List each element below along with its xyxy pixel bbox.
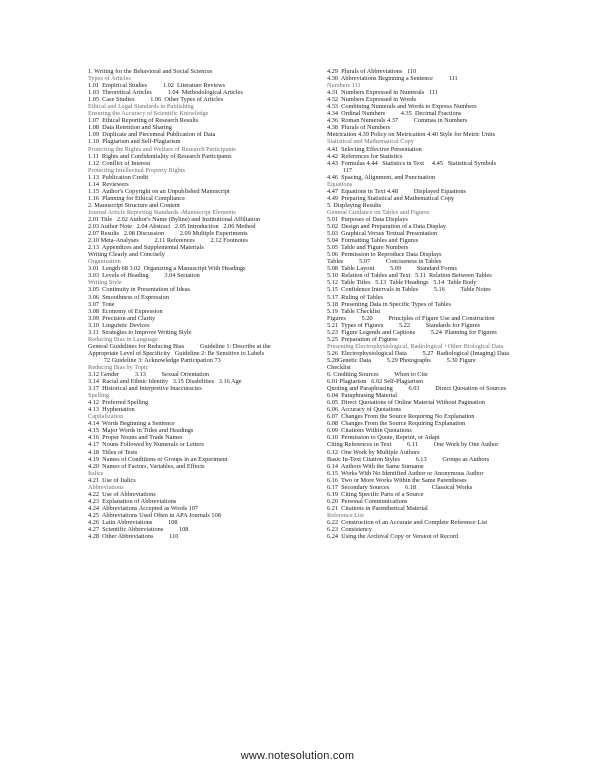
toc-line: 4.12 Preferred Spelling bbox=[88, 399, 149, 407]
section-heading: Abbreviations bbox=[88, 483, 124, 491]
toc-line: 6.21 Citations in Parenthetical Material bbox=[327, 504, 428, 512]
toc-line: 6.12 One Work by Multiple Authors bbox=[327, 448, 420, 456]
toc-line: 72 Guideline 3: Acknowledge Participation 73 bbox=[88, 356, 221, 364]
toc-line: 1.03 Theoretical Articles 1.04 Methodological Articles bbox=[88, 89, 243, 97]
toc-line: 5.25 Preparation of Figures bbox=[327, 335, 398, 343]
toc-line: 5.17 Ruling of Tables bbox=[327, 293, 383, 301]
toc-line: 1.14 Reviewers bbox=[88, 180, 129, 188]
toc-line: 5.05 Table and Figure Numbers bbox=[327, 244, 409, 252]
toc-line: 5.26 Electrophysiological Data 5.27 Radiological (Imaging) Data bbox=[327, 349, 510, 357]
section-heading: Ensuring the Accuracy of Scientific Knowledge bbox=[88, 110, 209, 118]
toc-line: 4.21 Use of Italics bbox=[88, 476, 136, 484]
toc-line: 4.20 Names of Factors, Variables, and Effects bbox=[88, 462, 205, 470]
toc-line: Appropriate Level of Specificity Guideline 2: Be Sensitive to Labels bbox=[88, 349, 265, 357]
toc-line: 4.46 Spacing, Alignment, and Punctuation bbox=[327, 173, 436, 181]
chapter-heading: 2. Manuscript Structure and Content bbox=[88, 201, 180, 209]
toc-line: Metrication 4.39 Policy on Metrication 4.40 Style for Metric Units bbox=[327, 131, 496, 139]
toc-line: 4.31 Numbers Expressed in Numerals 111 bbox=[327, 89, 438, 97]
toc-line: 4.43 Formulas 4.44 Statistics in Text 4.45 Statistical Symbols bbox=[327, 159, 497, 167]
toc-line: 4.27 Scientific Abbreviations 108 bbox=[88, 526, 189, 534]
toc-line: 1.13 Publication Credit bbox=[88, 173, 149, 181]
toc-line: 4.29 Plurals of Abbreviations 110 bbox=[327, 68, 417, 75]
footer-watermark: www.notesolution.com bbox=[240, 750, 355, 762]
toc-line: 4.17 Nouns Followed by Numerals or Letters bbox=[88, 441, 204, 449]
toc-line: 4.14 Words Beginning a Sentence bbox=[88, 420, 175, 428]
toc-line: Quoting and Paraphrasing 6.03 Direct Quotation of Sources bbox=[327, 385, 507, 393]
toc-line: 6.19 Citing Specific Parts of a Source bbox=[327, 490, 424, 498]
chapter-heading: 1. Writing for the Behavioral and Social Sciences bbox=[88, 68, 213, 75]
toc-line: 5.08 Table Layout 5.09 Standard Forms bbox=[327, 265, 457, 273]
toc-line: 4.13 Hyphenation bbox=[88, 406, 135, 414]
toc-line: 4.16 Proper Nouns and Trade Names bbox=[88, 434, 183, 442]
toc-line: 4.33 Combining Numerals and Words to Express Numbers bbox=[327, 103, 477, 111]
section-heading: Equations bbox=[327, 180, 353, 188]
toc-line: 2.13 Appendices and Supplemental Materials bbox=[88, 244, 204, 252]
toc-line: 1.11 Rights and Confidentiality of Research Participants bbox=[88, 152, 232, 160]
toc-line: 6.15 Works With No Identified Author or Anonymous Author bbox=[327, 469, 484, 477]
toc-line: 1.16 Planning for Ethical Compliance bbox=[88, 194, 185, 202]
toc-line: 6.07 Changes From the Source Requiring No Explanation bbox=[327, 413, 475, 421]
toc-line: 2.10 Meta-Analyses 2.11 References 2.12 Footnotes bbox=[88, 237, 248, 245]
toc-line: 4.28 Other Abbreviations 110 bbox=[88, 533, 179, 541]
toc-line: 4.49 Preparing Statistical and Mathematical Copy bbox=[327, 194, 455, 202]
toc-line: 1.08 Data Retention and Sharing bbox=[88, 124, 172, 132]
toc-line: 4.23 Explanation of Abbreviations bbox=[88, 497, 177, 505]
toc-line: General Guidelines for Reducing Bias Guideline 1: Describe at the bbox=[88, 342, 271, 350]
toc-line: 5.10 Relation of Tables and Text 5.11 Relation Between Tables bbox=[327, 272, 492, 280]
toc-line: 4.26 Latin Abbreviations 108 bbox=[88, 519, 178, 526]
section-heading: Journal Article Reporting Standards -Manuscript Elements bbox=[88, 208, 236, 216]
toc-line: 6.17 Secondary Sources 6.18 Classical Works bbox=[327, 483, 473, 491]
toc-line: 5.12 Table Titles 5.13 Table Headings 5.14 Table Body bbox=[327, 279, 477, 287]
section-heading: Protecting Intellectual Property Rights bbox=[88, 166, 186, 174]
toc-line: 4.19 Names of Conditions or Groups in an Experiment bbox=[88, 455, 228, 463]
section-heading: Ethical and Legal Standards in Publishing bbox=[88, 103, 194, 111]
section-heading: General Guidance on Tables and Figures bbox=[327, 208, 430, 216]
section-heading: Presenting Electrophysiological, Radiological +Other Biological Data bbox=[327, 342, 504, 350]
section-heading: Reducing Bias by Topic bbox=[88, 363, 149, 371]
toc-line: Checklist bbox=[327, 363, 351, 371]
toc-line: 6.24 Using the Archival Copy or Version of Record bbox=[327, 533, 459, 541]
toc-line: 6.10 Permission to Quote, Reprint, or Adapt bbox=[327, 434, 440, 442]
toc-line: 4.15 Major Words in Titles and Headings bbox=[88, 427, 194, 435]
toc-line: 3.10 Linguistic Devices bbox=[88, 321, 150, 329]
toc-line: 4.24 Abbreviations Accepted as Words 107 bbox=[88, 504, 199, 512]
toc-line: 1.01 Empirical Studies 1.02 Literature Reviews bbox=[88, 82, 226, 90]
toc-line: 5.23 Figure Legends and Captions 5.24 Planning for Figures bbox=[327, 328, 497, 336]
toc-line: 6.22 Construction of an Accurate and Complete Reference List bbox=[327, 519, 488, 526]
toc-line: 4.36 Roman Numerals 4.37 Commas in Numbers bbox=[327, 117, 468, 125]
toc-line: 1.05 Case Studies 1.06 Other Types of Articles bbox=[88, 96, 224, 104]
toc-line: 3.03 Levels of Heading 3.04 Seriation bbox=[88, 272, 200, 280]
toc-line: 3.11 Strategies to Improve Writing Style bbox=[88, 328, 192, 336]
section-heading: Protecting the Rights and Welfare of Research Participants bbox=[88, 145, 236, 153]
section-heading: Reducing Bias in Language bbox=[88, 335, 158, 343]
toc-line: 2.01 Title 2.02 Author's Name (Byline) and Institutional Affiliation bbox=[88, 215, 261, 223]
toc-line: 4.22 Use of Abbreviations bbox=[88, 490, 156, 498]
toc-line: 6.04 Paraphrasing Material bbox=[327, 392, 397, 400]
toc-line: 3.12 Gender 3.13 Sexual Orientation bbox=[88, 371, 210, 379]
toc-line: 5.28Genetic Data 5.29 Photographs 5.30 Figure bbox=[327, 356, 476, 364]
toc-line: 5.19 Table Checklist bbox=[327, 307, 381, 315]
section-heading: Organization bbox=[88, 258, 121, 266]
toc-line: 5.01 Purposes of Data Displays bbox=[327, 215, 408, 223]
toc-line: 1.09 Duplicate and Piecemeal Publication of Data bbox=[88, 131, 216, 139]
toc-line: 4.30 Abbreviations Beginning a Sentence 111 bbox=[327, 75, 458, 83]
toc-line: 3.01 Length 68 3.02 Organizing a Manuscript With Headings bbox=[88, 265, 246, 273]
toc-line: 5.04 Formatting Tables and Figures bbox=[327, 237, 419, 245]
toc-line: 6.08 Changes From the Source Requiring Explanation bbox=[327, 420, 466, 428]
section-heading: Reference List bbox=[327, 511, 364, 519]
toc-line: 6.05 Direct Quotations of Online Material Without Pagination bbox=[327, 399, 485, 407]
section-heading: Numbers 111 bbox=[327, 82, 361, 90]
left-column bbox=[88, 68, 310, 540]
chapter-heading: Writing Clearly and Concisely bbox=[88, 251, 165, 259]
toc-line: 2.07 Results 2.08 Discussion 2.09 Multiple Experiments bbox=[88, 230, 248, 238]
toc-line: 6.01 Plagiarism 6.02 Self-Plagiarism bbox=[327, 378, 424, 386]
toc-line: 6.23 Consistency bbox=[327, 526, 372, 534]
toc-line: 3.08 Economy of Expression bbox=[88, 307, 163, 315]
toc-line: 5.06 Permission to Reproduce Data Displays bbox=[327, 251, 442, 259]
toc-line: 6.06 Accuracy of Quotations bbox=[327, 406, 401, 414]
toc-line: 3.05 Continuity in Presentation of Ideas bbox=[88, 286, 190, 294]
toc-line: 1.10 Plagiarism and Self-Plagiarism bbox=[88, 138, 181, 146]
toc-line: 1.15 Author's Copyright on an Unpublished Manuscript bbox=[88, 187, 230, 195]
toc-line: 3.09 Precision and Clarity bbox=[88, 314, 156, 322]
section-heading: Spelling bbox=[88, 392, 109, 400]
toc-line: 4.38 Plurals of Numbers bbox=[327, 124, 391, 132]
toc-line: 1.07 Ethical Reporting of Research Results bbox=[88, 117, 199, 125]
toc-line: 4.32 Numbers Expressed in Words bbox=[327, 96, 416, 104]
toc-line: 6.16 Two or More Works Within the Same Parentheses bbox=[327, 476, 467, 484]
section-heading: Statistical and Mathematical Copy bbox=[327, 138, 414, 146]
toc-line: 5.21 Types of Figures 5.22 Standards for Figures bbox=[327, 321, 481, 329]
section-heading: Italics bbox=[88, 469, 104, 477]
section-heading: Capitalization bbox=[88, 413, 124, 421]
toc-line: Tables 5.07 Conciseness in Tables bbox=[327, 258, 442, 266]
toc-line: 4.41 Selecting Effective Presentation bbox=[327, 145, 422, 153]
toc-line: Figures 5.20 Principles of Figure Use and Construction bbox=[327, 314, 495, 322]
toc-line: 6. Crediting Sources When to Cite bbox=[327, 371, 428, 379]
toc-line: 6.09 Citations Within Quotations bbox=[327, 427, 412, 435]
toc-line: 117 bbox=[327, 166, 352, 174]
toc-line: 3.06 Smoothness of Expression bbox=[88, 293, 169, 301]
toc-line: Citing References in Text 6.11 One Work by One Author bbox=[327, 441, 499, 449]
toc-line: 3.14 Racial and Ethnic Identity 3.15 Disabilities 3.16 Age bbox=[88, 378, 242, 386]
toc-line: 4.34 Ordinal Numbers 4.35 Decimal Fractions bbox=[327, 110, 462, 118]
toc-line: 5.18 Presenting Data in Specific Types of Tables bbox=[327, 300, 451, 308]
toc-line: 5.15 Confidence Intervals in Tables 5.16 Table Notes bbox=[327, 286, 491, 294]
toc-line: 6.14 Authors With the Same Surname bbox=[327, 462, 424, 470]
toc-line: 4.25 Abbreviations Used Often in APA Journals 108 bbox=[88, 511, 221, 519]
toc-line: 1.12 Conflict of Interest bbox=[88, 159, 151, 167]
section-heading: Writing Style bbox=[88, 279, 122, 287]
chapter-heading: 5. Displaying Results bbox=[327, 201, 382, 209]
toc-line: 3.17 Historical and Interpretive Inaccuracies bbox=[88, 385, 202, 393]
right-column bbox=[327, 68, 549, 540]
toc-line: 4.42 References for Statistics bbox=[327, 152, 403, 160]
toc-line: 5.02 Design and Preparation of a Data Display bbox=[327, 223, 447, 231]
toc-line: 2.03 Author Note 2.04 Abstract 2.05 Introduction 2.06 Method bbox=[88, 223, 256, 231]
toc-line: Basic In-Text Citation Styles 6.13 Groups as Authors bbox=[327, 455, 490, 463]
toc-line: 5.03 Graphical Versus Textual Presentation bbox=[327, 230, 438, 238]
section-heading: Types of Articles bbox=[88, 75, 131, 83]
toc-line: 6.20 Personal Communications bbox=[327, 497, 408, 505]
toc-line: 4.47 Equations in Text 4.48 Displayed Equations bbox=[327, 187, 467, 195]
toc-line: 4.18 Titles of Tests bbox=[88, 448, 138, 456]
toc-line: 3.07 Tone bbox=[88, 300, 115, 308]
